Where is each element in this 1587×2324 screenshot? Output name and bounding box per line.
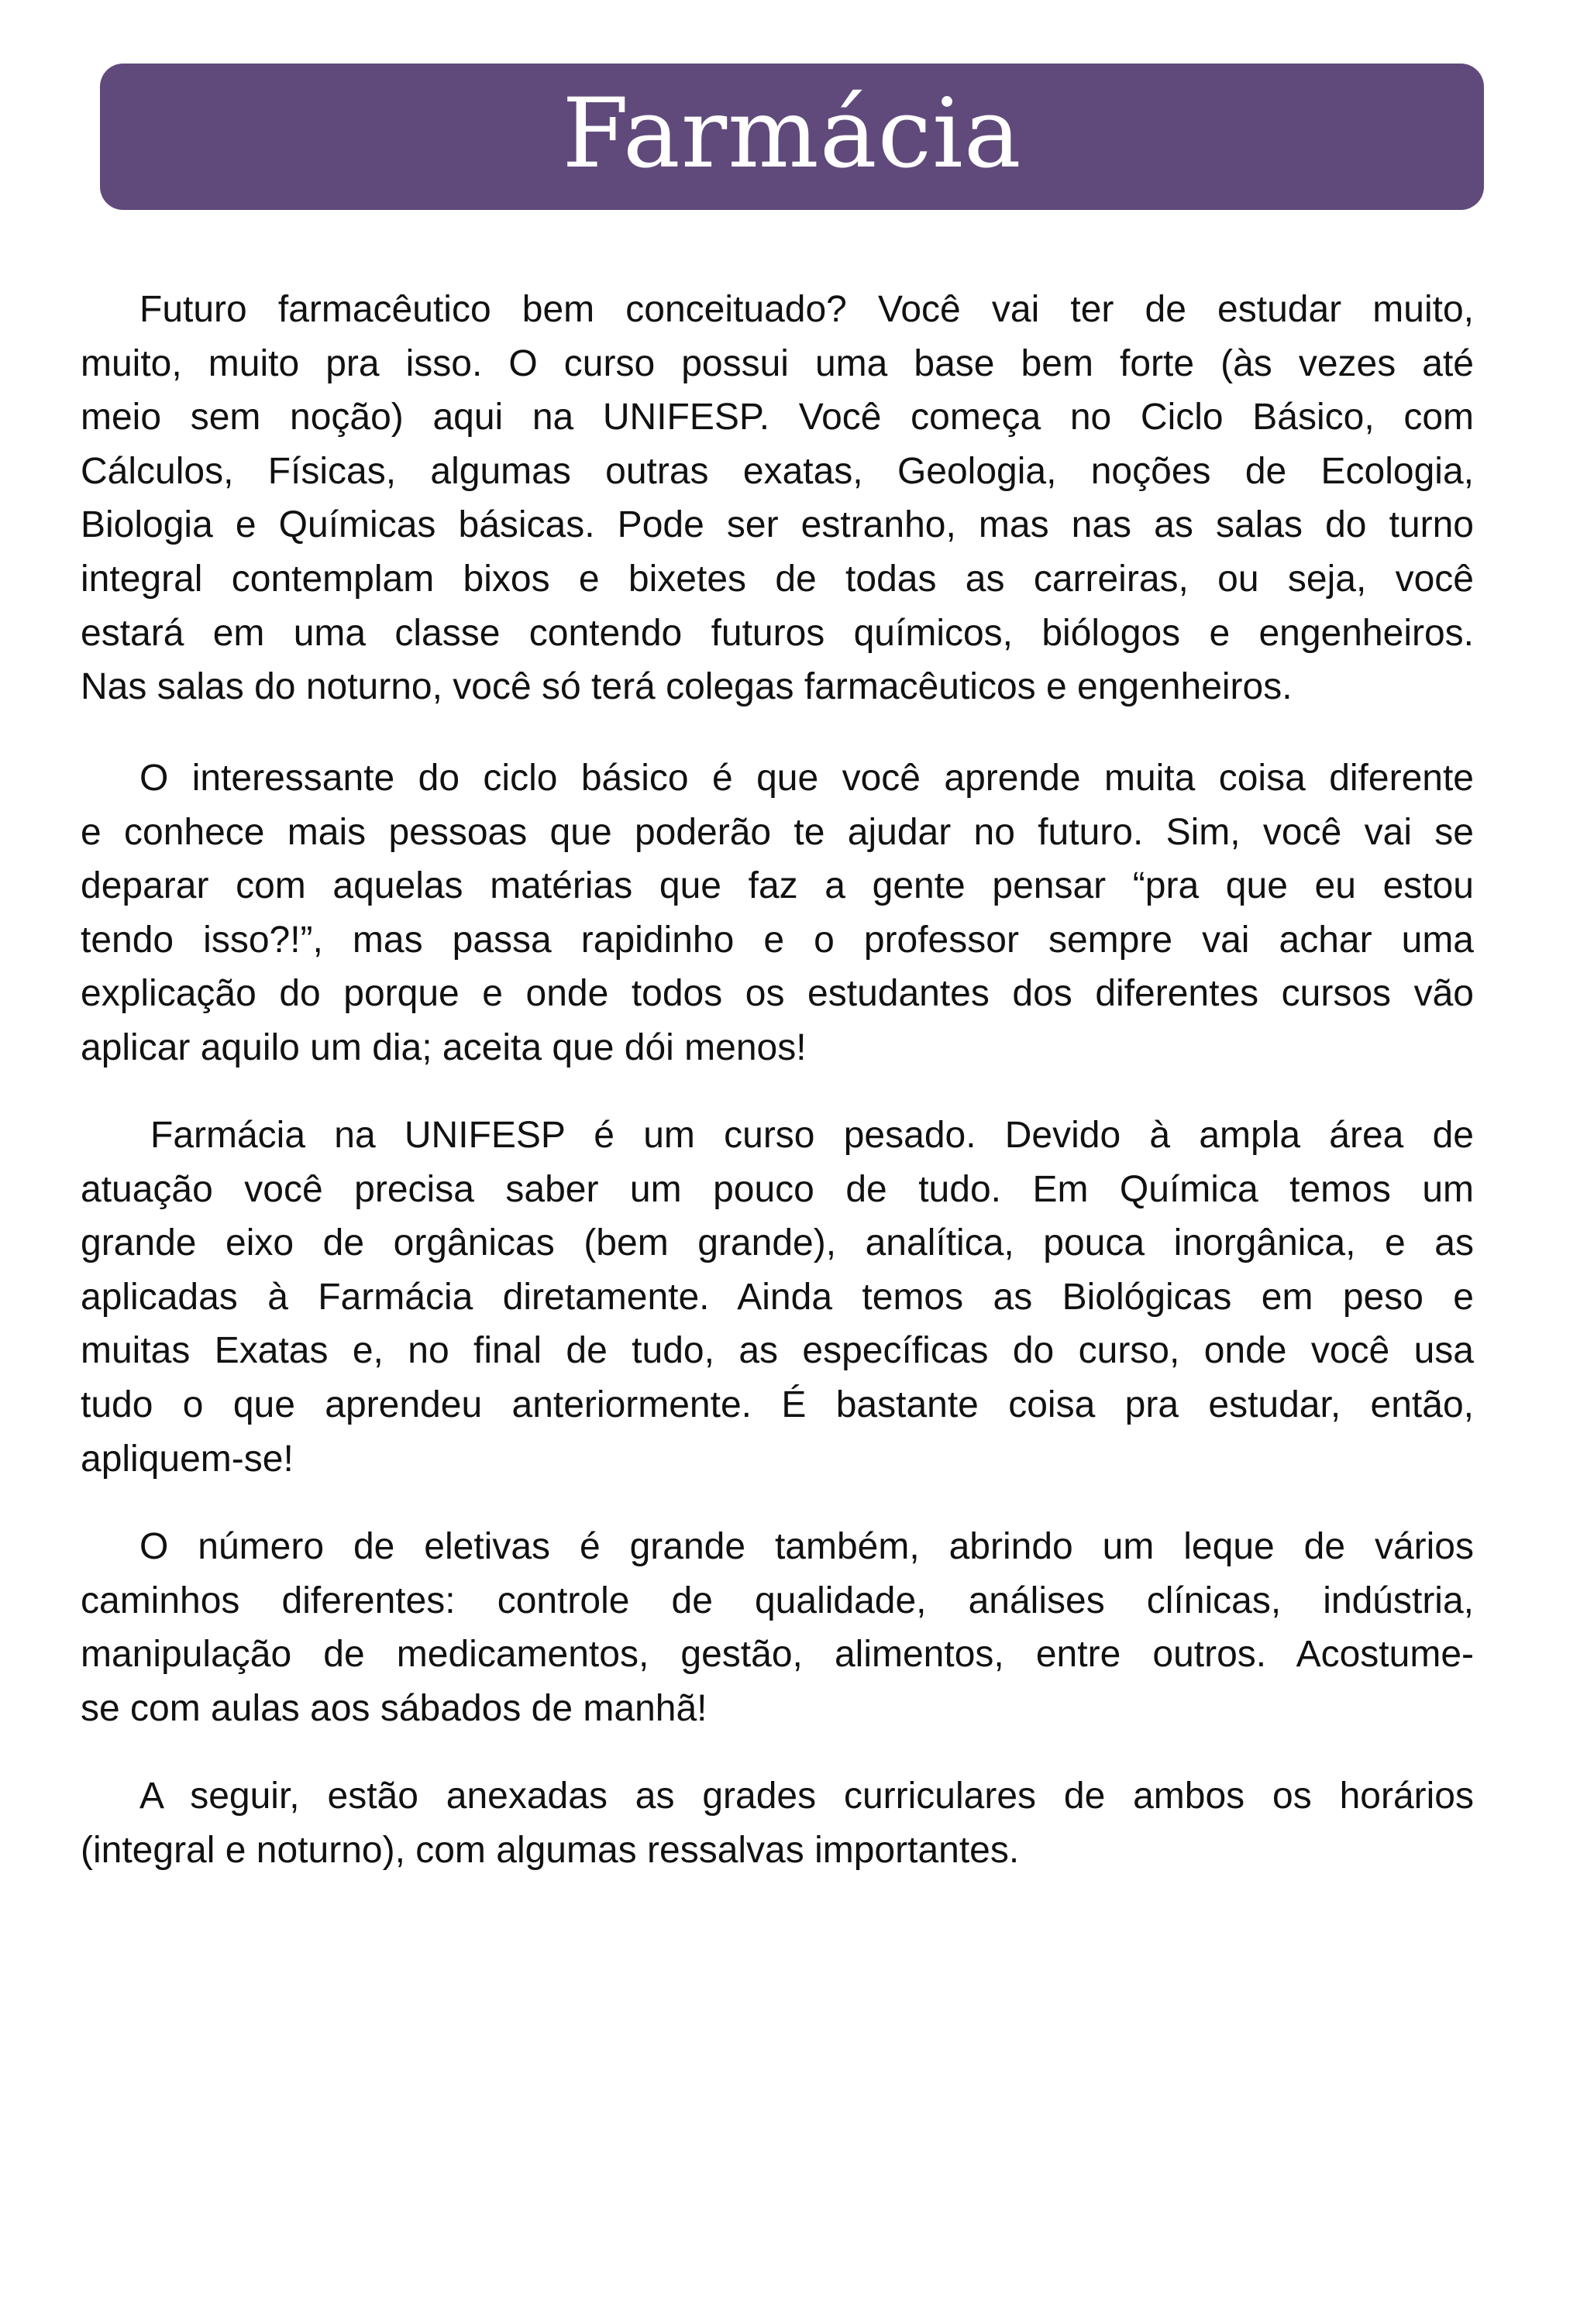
text-line: estará em uma classe contendo futuros químicos, biólogos e engenheiros. bbox=[81, 612, 1474, 654]
text-line: muito, muito pra isso. O curso possui uma base bem forte (às vezes até bbox=[81, 342, 1474, 384]
text-line: atuação você precisa saber um pouco de tudo. Em Química temos um bbox=[81, 1168, 1474, 1210]
text-line: aplicadas à Farmácia diretamente. Ainda temos as Biológicas em peso e bbox=[81, 1276, 1474, 1318]
paragraph-curso-pesado bbox=[81, 1109, 1474, 1486]
text-line: Biologia e Químicas básicas. Pode ser estranho, mas nas as salas do turno bbox=[81, 504, 1474, 546]
text-line: explicação do porque e onde todos os estudantes dos diferentes cursos vão bbox=[81, 973, 1474, 1015]
text-line: tendo isso?!”, mas passa rapidinho e o professor sempre vai achar uma bbox=[81, 919, 1474, 961]
paragraph-eletivas bbox=[81, 1520, 1474, 1735]
page-title: Farmácia bbox=[562, 77, 1022, 190]
text-line: tudo o que aprendeu anteriormente. É bastante coisa pra estudar, então, bbox=[81, 1384, 1474, 1425]
title-banner bbox=[100, 64, 1484, 210]
text-line: e conhece mais pessoas que poderão te ajudar no futuro. Sim, você vai se bbox=[81, 811, 1474, 853]
text-line: grande eixo de orgânicas (bem grande), analítica, pouca inorgânica, e as bbox=[81, 1222, 1474, 1264]
text-line: A seguir, estão anexadas as grades curriculares de ambos os horários bbox=[139, 1776, 1474, 1817]
text-line: Farmácia na UNIFESP é um curso pesado. Devido à ampla área de bbox=[150, 1115, 1474, 1156]
text-line: se com aulas aos sábados de manhã! bbox=[81, 1687, 707, 1729]
text-line: Nas salas do noturno, você só terá colegas farmacêuticos e engenheiros. bbox=[81, 666, 1293, 708]
text-line: integral contemplam bixos e bixetes de todas as carreiras, ou seja, você bbox=[81, 558, 1474, 600]
text-line: Cálculos, Físicas, algumas outras exatas, Geologia, noções de Ecologia, bbox=[81, 450, 1474, 492]
text-line: meio sem noção) aqui na UNIFESP. Você começa no Ciclo Básico, com bbox=[81, 397, 1474, 438]
text-line: aplicar aquilo um dia; aceita que dói menos! bbox=[81, 1026, 807, 1068]
text-line: apliquem-se! bbox=[81, 1438, 294, 1480]
paragraph-ciclo-basico bbox=[81, 283, 1474, 714]
paragraph-grades bbox=[81, 1769, 1474, 1877]
text-line: manipulação de medicamentos, gestão, alimentos, entre outros. Acostume- bbox=[81, 1634, 1474, 1676]
text-line: caminhos diferentes: controle de qualidade, análises clínicas, indústria, bbox=[81, 1580, 1474, 1621]
text-line: Futuro farmacêutico bem conceituado? Você vai ter de estudar muito, bbox=[139, 289, 1474, 330]
text-line: (integral e noturno), com algumas ressalvas importantes. bbox=[81, 1829, 1020, 1871]
text-line: O interessante do ciclo básico é que você aprende muita coisa diferente bbox=[139, 758, 1474, 799]
paragraph-interessante bbox=[81, 751, 1474, 1075]
text-line: deparar com aquelas matérias que faz a gente pensar “pra que eu estou bbox=[81, 865, 1474, 907]
text-line: muitas Exatas e, no final de tudo, as específicas do curso, onde você usa bbox=[81, 1330, 1474, 1372]
text-line: O número de eletivas é grande também, abrindo um leque de vários bbox=[139, 1526, 1474, 1567]
